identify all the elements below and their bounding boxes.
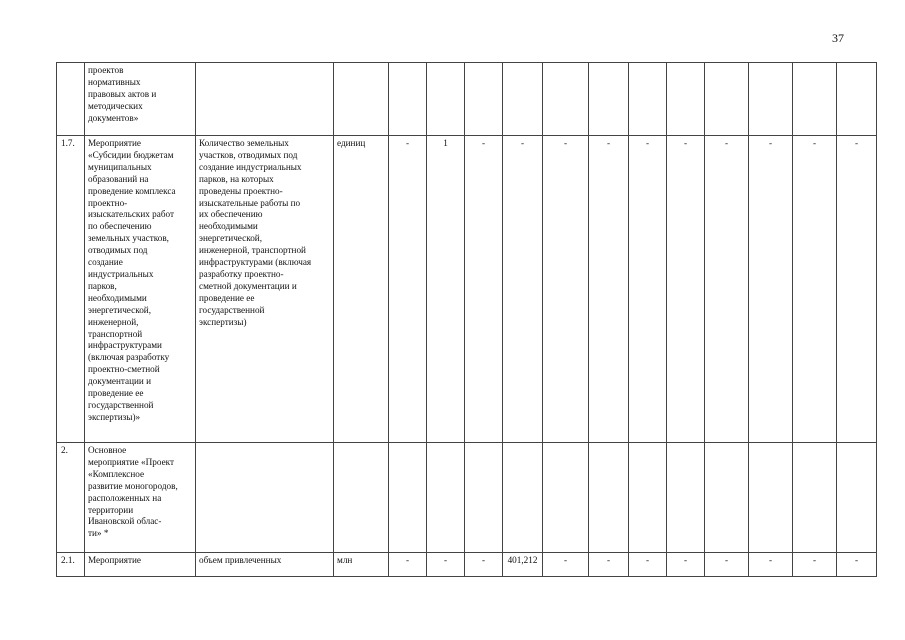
- value-cell: [543, 443, 589, 553]
- row-number-cell: 2.1.: [57, 553, 85, 577]
- value-cell: [503, 63, 543, 136]
- value-cell: [629, 63, 667, 136]
- value-cell: -: [837, 553, 877, 577]
- unit-cell: [334, 63, 389, 136]
- indicator-cell: [196, 63, 334, 136]
- unit-cell: единиц: [334, 136, 389, 443]
- value-cell: -: [543, 553, 589, 577]
- value-cell: -: [629, 136, 667, 443]
- value-cell: -: [705, 553, 749, 577]
- value-cell: -: [749, 136, 793, 443]
- value-cell: [837, 443, 877, 553]
- row-number-cell: 1.7.: [57, 136, 85, 443]
- value-cell: [749, 443, 793, 553]
- value-cell: [503, 443, 543, 553]
- value-cell: -: [543, 136, 589, 443]
- table-row: [57, 553, 877, 577]
- value-cell: [427, 443, 465, 553]
- value-cell: [705, 63, 749, 136]
- value-cell: -: [465, 553, 503, 577]
- measure-name-cell: Основное мероприятие «Проект «Комплексное развитие моногородов, расположенных на территории Ивановской облас- ти» *: [85, 443, 196, 553]
- value-cell: [793, 443, 837, 553]
- value-cell: 401,212: [503, 553, 543, 577]
- value-cell: -: [667, 136, 705, 443]
- value-cell: -: [389, 136, 427, 443]
- indicator-cell: объем привлеченных: [196, 553, 334, 577]
- row-number-cell: [57, 63, 85, 136]
- value-cell: -: [749, 553, 793, 577]
- value-cell: [465, 443, 503, 553]
- value-cell: -: [629, 553, 667, 577]
- value-cell: 1: [427, 136, 465, 443]
- value-cell: [793, 63, 837, 136]
- value-cell: -: [503, 136, 543, 443]
- row-number-cell: 2.: [57, 443, 85, 553]
- value-cell: -: [589, 553, 629, 577]
- value-cell: -: [837, 136, 877, 443]
- value-cell: [667, 63, 705, 136]
- value-cell: [543, 63, 589, 136]
- value-cell: -: [793, 136, 837, 443]
- unit-cell: млн: [334, 553, 389, 577]
- page-number: 37: [832, 31, 844, 45]
- value-cell: [667, 443, 705, 553]
- table-body: [57, 63, 877, 577]
- measure-name-cell: Мероприятие: [85, 553, 196, 577]
- indicator-cell: [196, 443, 334, 553]
- unit-cell: [334, 443, 389, 553]
- value-cell: -: [465, 136, 503, 443]
- value-cell: [837, 63, 877, 136]
- value-cell: [427, 63, 465, 136]
- value-cell: -: [793, 553, 837, 577]
- table-row: [57, 443, 877, 553]
- value-cell: [629, 443, 667, 553]
- value-cell: [705, 443, 749, 553]
- value-cell: -: [589, 136, 629, 443]
- value-cell: -: [667, 553, 705, 577]
- table-row: [57, 136, 877, 443]
- table-row: [57, 63, 877, 136]
- value-cell: [389, 443, 427, 553]
- value-cell: [589, 63, 629, 136]
- measure-name-cell: Мероприятие «Субсидии бюджетам муниципальных образований на проведение комплекса проектно- изыскательских работ по обеспечению земельных участков, отводимых под создание индустриальных парков, необходимыми энергетической, инженерной, транспортной инфраструктурами (включая разработку проектно-сметной документации и проведение ее государственной экспертизы)»: [85, 136, 196, 443]
- value-cell: [465, 63, 503, 136]
- value-cell: -: [705, 136, 749, 443]
- value-cell: [389, 63, 427, 136]
- value-cell: [749, 63, 793, 136]
- indicators-table: [56, 62, 877, 577]
- value-cell: -: [427, 553, 465, 577]
- indicator-cell: Количество земельных участков, отводимых под создание индустриальных парков, на которых проведены проектно- изыскательные работы по их обеспечению необходимыми энергетической, инженерной, транспортной инфраструктурами (включая разработку проектно- сметной документации и проведение ее государственной экспертизы): [196, 136, 334, 443]
- value-cell: -: [389, 553, 427, 577]
- measure-name-cell: проектов нормативных правовых актов и методических документов»: [85, 63, 196, 136]
- value-cell: [589, 443, 629, 553]
